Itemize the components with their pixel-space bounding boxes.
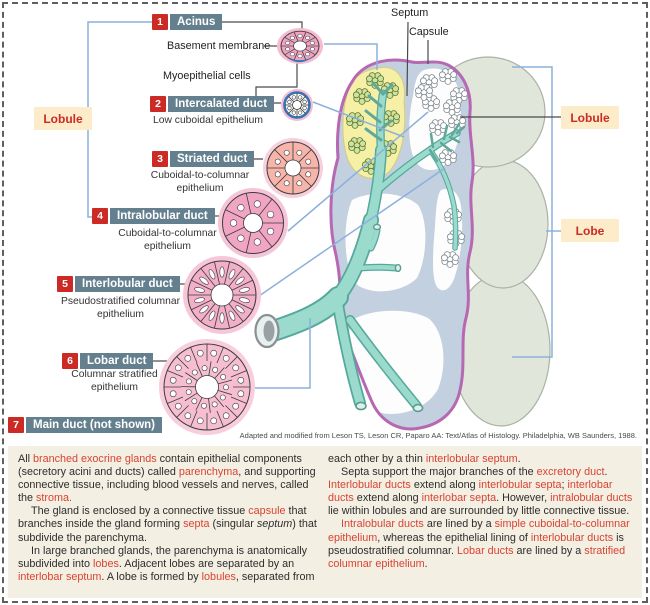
structure-label-acinus: [152, 14, 222, 30]
epithelium-sub-label: Pseudostratified columnar epithelium: [60, 296, 181, 320]
lobe-callout: Lobe: [561, 219, 619, 242]
intercalated-duct-cross-section: [281, 89, 313, 121]
structure-title: Striated duct: [170, 151, 254, 167]
structure-label-interlobular-duct: [57, 276, 180, 292]
structure-number: 3: [152, 151, 168, 167]
description-panel: [8, 446, 642, 598]
structure-title: Lobar duct: [80, 353, 153, 369]
lobule-callout-left: Lobule: [34, 107, 92, 130]
structure-label-striated-duct: [152, 151, 254, 167]
epithelium-sub-label: Columnar stratified epithelium: [71, 369, 158, 393]
structure-number: 1: [152, 14, 168, 30]
septum-label: Septum: [391, 7, 429, 19]
structure-label-intercalated-duct: [150, 96, 274, 112]
basement-membrane-label: Basement membrane: [167, 40, 271, 52]
epithelium-sub-label: Low cuboidal epithelium: [153, 115, 263, 126]
structure-label-lobar-duct: [62, 353, 153, 369]
structure-title: Main duct (not shown): [26, 417, 162, 433]
body-text-paragraph: In large branched glands, the parenchyma is anatomically subdivided into lobes. Adjacent lobes are separated by an interlobar septum. A lobe is formed by lobules, separated from: [18, 544, 315, 583]
attribution-text: Adapted and modified from Leson TS, Leson CR, Paparo AA: Text/Atlas of Histology. Philadelphia, WB Saunders, 1988.: [239, 431, 637, 440]
epithelium-sub-label: Cuboidal-to-columnar epithelium: [118, 228, 217, 252]
body-text-paragraph: Intralobular ducts are lined by a simple cuboidal-to-columnar epithelium, whereas the epithelial lining of interlobular ducts is pseudostratified columnar. Lobar ducts are lined by a stratified columnar epithelium.: [328, 518, 630, 570]
description-column-left: [18, 453, 321, 584]
structure-title: Intralobular duct: [110, 208, 215, 224]
body-text-paragraph: All branched exocrine glands contain epithelial components (secretory acini and ducts) called parenchyma, and supporting connective tissue, including blood vessels and nerves, called the stroma.: [18, 453, 316, 505]
body-text-paragraph: The gland is enclosed by a connective tissue capsule that branches inside the gland forming septa (singular septum) that subdivide the parenchyma.: [18, 505, 317, 544]
structure-title: Acinus: [170, 14, 222, 30]
description-column-right: [328, 453, 634, 571]
structure-number: 4: [92, 208, 108, 224]
capsule-label: Capsule: [409, 26, 449, 38]
myoepithelial-cells-label: Myoepithelial cells: [163, 70, 251, 82]
main-duct-opening: [256, 315, 279, 347]
structure-number: 6: [62, 353, 78, 369]
lobule-callout-right: Lobule: [561, 106, 619, 129]
structure-number: 7: [8, 417, 24, 433]
structure-label-main-duct: [8, 417, 162, 433]
body-text-paragraph: Septa support the major branches of the excretory duct. Interlobular ducts extend along interlobular septa; interlobar ducts extend along interlobar septa. However, intralobular ducts lie within lobules and are surrounded by little connective tissue.: [328, 466, 633, 518]
epithelium-sub-label: Cuboidal-to-columnar epithelium: [150, 170, 250, 194]
structure-label-intralobular-duct: [92, 208, 215, 224]
structure-number: 2: [150, 96, 166, 112]
structure-number: 5: [57, 276, 73, 292]
structure-title: Intercalated duct: [168, 96, 274, 112]
structure-title: Interlobular duct: [75, 276, 180, 292]
acinus-cross-section: [277, 28, 323, 64]
striated-duct-cross-section: [263, 138, 323, 198]
interlobular-duct-cross-section: [183, 256, 261, 334]
body-text-paragraph: each other by a thin interlobular septum.: [328, 453, 521, 465]
